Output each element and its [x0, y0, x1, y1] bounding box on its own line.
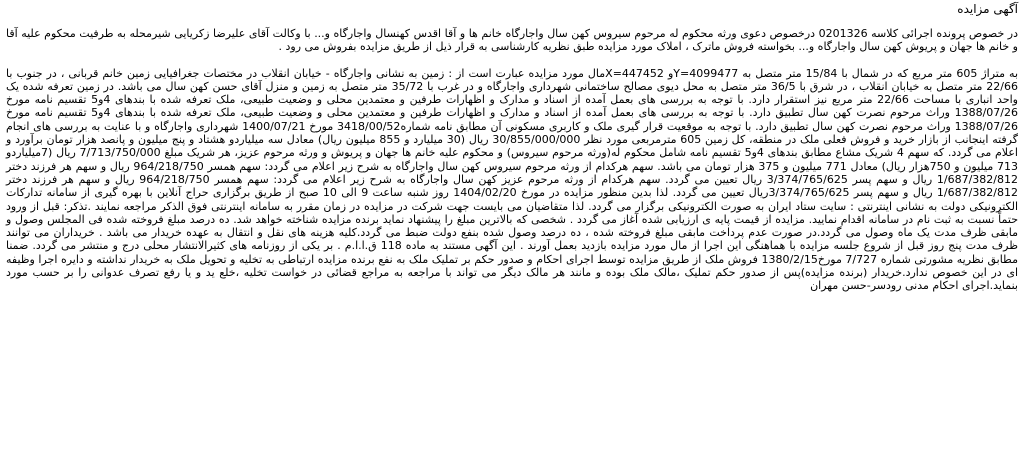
notice-title: آگهی مزایده	[957, 2, 1018, 16]
notice-body-paragraph: به متراژ 605 متر مربع که در شمال با 15/84 متر متصل به Y=4099477و X=447452مال مورد مزایده عبارت است از : زمین به نشانی واجارگاه - خیابان انقلاب در مختصات جغرافیایی زمین خانم قربانی ، در جنوب با 22/66 متر متصل به خیابان انقلاب ، در شرق با 36/5 متر متصل به محل دیوی مصالح ساختمانی شهرداری واجارگاه و در غرب با 35/72 متر متصل به زمین و منزل آقای حسن کهن سال می باشد. در زمین تعرفه شده یک واحد انباری با مساحت 22/66 متر مربع نیز استقرار دارد. با توجه به بررسی های بعمل آمده از اسناد و مدارک و اظهارات طرفین و معتمدین محلی و وضعیت طبیعی، ملک تعرفه شده با بندهای 4و5 تقسیم نامه مورخ 1388/07/26 وراث مرحوم نصرت کهن سال تطبیق دارد. با توجه به بررسی های بعمل آمده از اسناد و مدارک و اظهارات طرفین و معتمدین محلی و وضعیت طبیعی، ملک تعرفه شده با بندهای 4و5 تقسیم نامه مورخ 1388/07/26 وراث مرحوم نصرت کهن سال تطبیق دارد. با توجه به موقعیت قرار گیری ملک و کاربری مسکونی آن مطابق نامه شماره3418/00/52 مورخ 1400/07/21 شهرداری واجارگاه و با عنایت به بررسی های انجام گرفته اینجانب از بازار خرید و فروش فعلی ملک در منطقه، کل زمین 605 مترمربعی مورد نظر 30/855/000/000 ریال (30 میلیارد و 855 میلیون ریال) معادل سه میلیاردو هشتاد و پنج میلیون و پانصد هزار تومان برآورد و اعلام می گردد. که سهم 4 شریک مشاع مطابق بندهای 4و5 تقسیم نامه شامل محکوم له(ورثه مرحوم سیروس) و محکوم علیه خانم ها جهان و پریوش و ورثه مرحوم عزیز، هر شریک مبلغ 7/713/750/000 ریال (7میلیاردو 713 میلیون و 750هزار ریال) معادل 771 میلیون و 375 هزار تومان می باشد. سهم هرکدام از ورثه مرحوم سیروس کهن سال واجارگاه به شرح زیر اعلام می گردد: سهم همسر 964/218/750 ریال و سهم هر فرزند دختر 1/687/382/812 ریال و سهم پسر 3/374/765/625 ریال تعیین می گردد. سهم هرکدام از ورثه مرحوم عزیز کهن سال واجارگاه به شرح زیر اعلام می گردد: سهم همسر 964/218/750 ریال و سهم هر فرزند دختر 1/687/382/812 ریال و سهم پسر 3/374/765/625ریال تعیین می گردد. لذا بدین منظور مزایده در مورخ 1404/02/20 روز شنبه ساعت 9 الی 10 صبح از طریق برگزاری حراج آنلاین با بهره گیری از سامانه تدارکات الکترونیکی دولت به نشانی اینترنتی : سایت ستاد ایران به صورت الکترونیکی برگزار می گردد. لذا متقاضیان می بایست جهت شرکت در مزایده در زمان مقرر به سامانه اینترنتی فوق الذکر مراجعه نمایند .تذکر: قبل از ورود حتماً نسبت به ثبت نام در سامانه اقدام نمایید. مزایده از قیمت پایه ی ارزیابی شده آغاز می گردد . شخصی که بالاترین مبلغ را پیشنهاد نماید برنده مزایده شناخته خواهد شد. ده درصد مبلغ فروخته شده فی المجلس وصول و مابقی ظرف مدت یک ماه وصول می گردد.در صورت عدم پرداخت مابقی مبلغ فروخته شده ، ده درصد وصول شده بنفع دولت ضبط می گردد.کلیه هزینه های نقل و انتقال به عهده خریدار می باشد . خریداران می توانند ظرف مدت پنج روز قبل از شروع جلسه مزایده با هماهنگی این اجرا از مال مورد مزایده بازدید بعمل آورند . این آگهی مستند به ماده 118 ق.ا.ا.م . بر یکی از روزنامه های کثیرالانتشار محلی درج و منتشر می گردد. ضمنا مطابق نظریه مشورتی شماره 7/727 مورخ1380/2/15 فروش ملک از طریق مزایده توسط اجرای احکام و صدور حکم بر تملیک ملک به نفع برنده مزایده ارتباطی به تخلیه و تحویل ملک به خریدار نداشته و دایره اجرا وظیفه ای در این خصوص ندارد.خریدار (برنده مزایده)پس از صدور حکم تملیک ،مالک ملک بوده و مانند هر مالک دیگر می تواند با مراجعه به مراجع قضائی در خواست تخلیه ،خلع ید و یا رفع تصرف عدوانی را بر حسب مورد بنماید.اجرای احکام مدنی رودسر-حسن مهران	[6, 66, 1019, 293]
notice-intro-paragraph: در خصوص پرونده اجرائی کلاسه 0201326 درخصوص دعوی ورثه محکوم له مرحوم سیروس کهن سال واجارگاه خانم ها و آقا اقدس کهنسال واجارگاه و... با وکالت آقای علیرضا زکریایی شیرمحله به طرفیت محکوم علیه آقا و خانم ها جهان و پریوش کهن سال واجارگاه و... بخواسته فروش ماترک ، املاک مورد مزایده طبق نظریه کارشناسی به قرار ذیل از طریق مزایده بفروش می رود .	[6, 27, 1018, 54]
paragraph-spacer	[6, 54, 1018, 67]
